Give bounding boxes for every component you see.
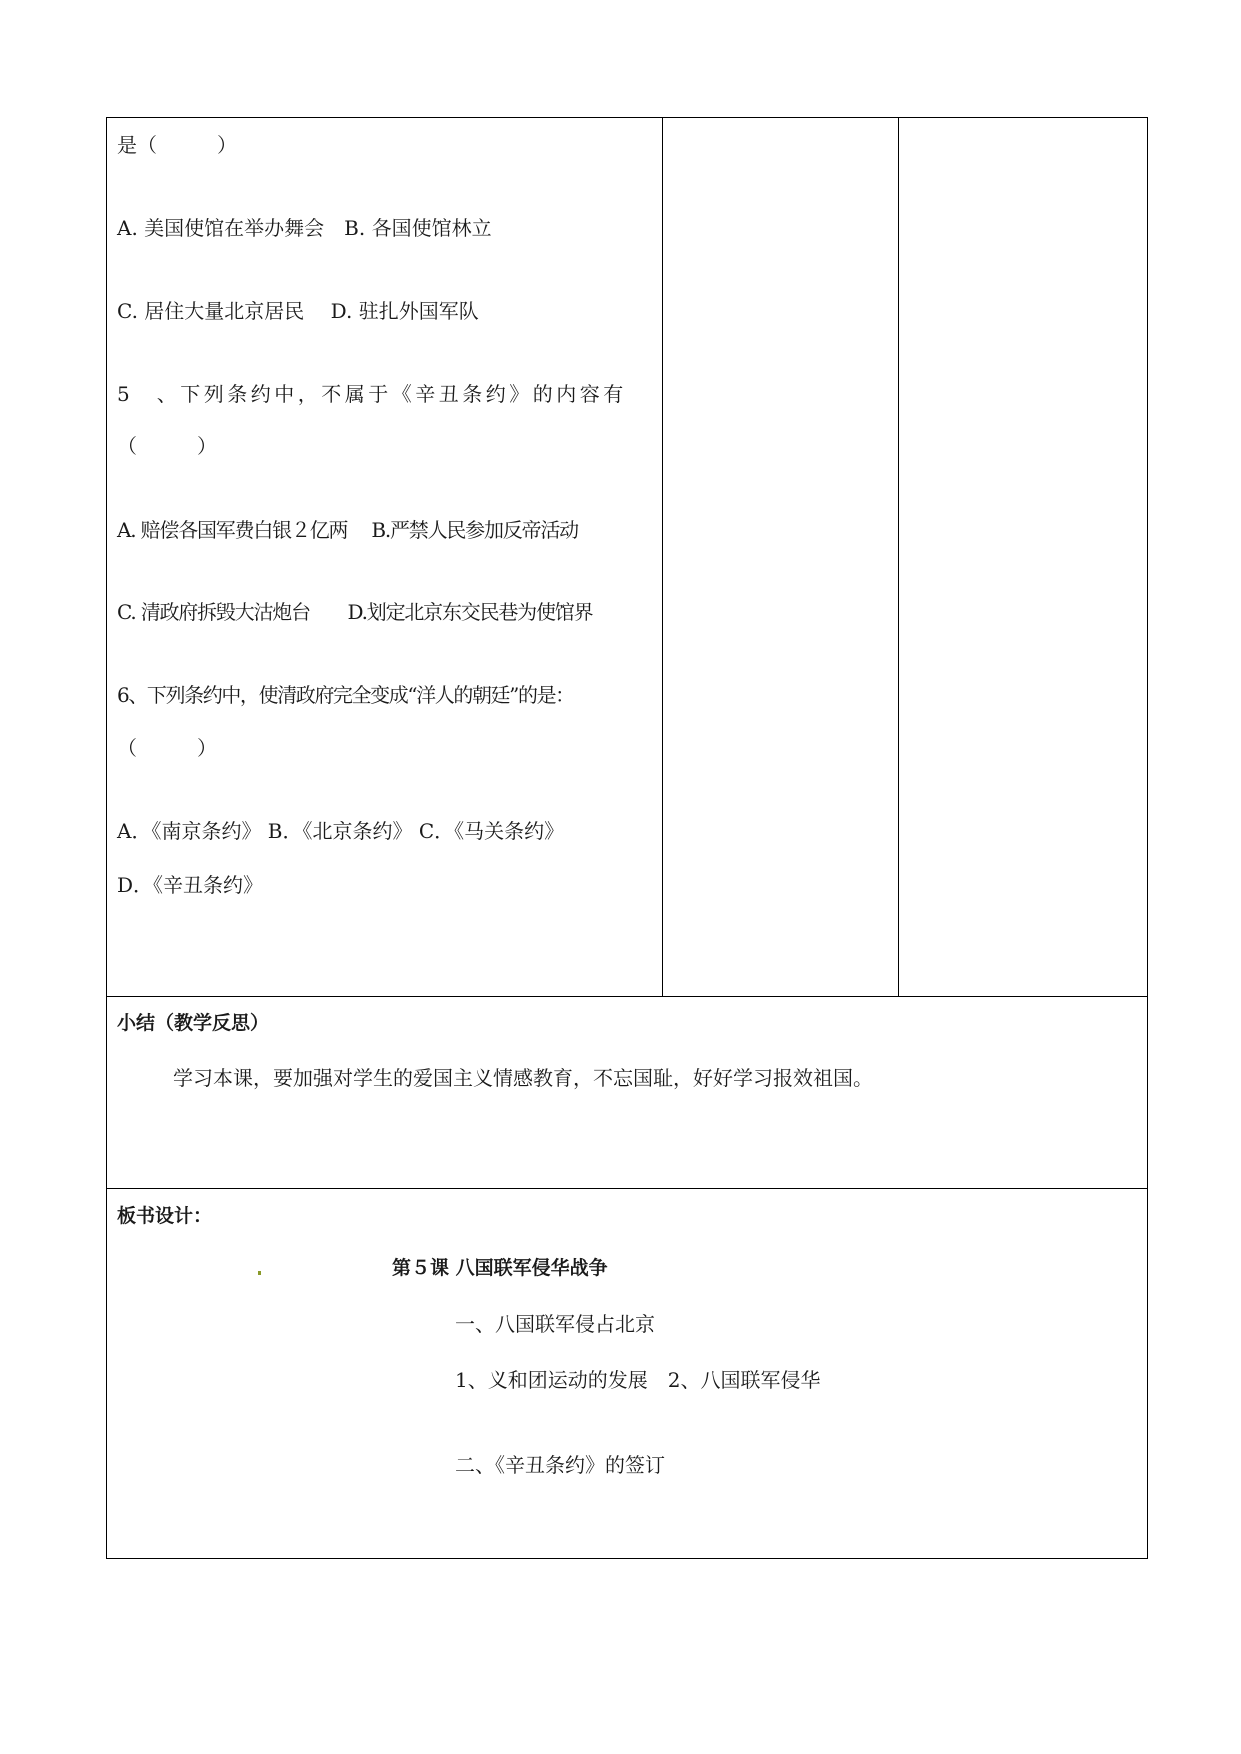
q5-stem: 5 、下列条约中，不属于《辛丑条约》的内容有 [117, 382, 627, 406]
table-column-divider-1 [662, 117, 663, 997]
q6-options-abc: A．《南京条约》 B．《北京条约》 C．《马关条约》 [117, 819, 565, 843]
board-item-1-sub: 1、义和团运动的发展 2、八国联军侵华 [455, 1368, 821, 1392]
table-border-left [106, 117, 107, 1559]
lesson-title: 第５课 八国联军侵华战争 [392, 1257, 608, 1279]
table-column-divider-2 [898, 117, 899, 997]
table-border-top [106, 117, 1148, 118]
q4-options-ab: A. 美国使馆在举办舞会 B. 各国使馆林立 [117, 216, 492, 240]
question-tail: 是（ ） [117, 133, 237, 157]
table-border-right [1147, 117, 1148, 1559]
q4-options-cd: C. 居住大量北京居民 D. 驻扎外国军队 [117, 299, 479, 323]
summary-heading: 小结（教学反思） [117, 1012, 270, 1034]
decorative-dot [258, 1271, 261, 1275]
q6-option-d: D．《辛丑条约》 [117, 873, 264, 897]
table-row-divider-1 [106, 996, 1148, 997]
board-item-1: 一、八国联军侵占北京 [455, 1312, 655, 1336]
board-heading: 板书设计： [117, 1205, 213, 1227]
q5-paren: （ ） [117, 434, 217, 458]
q6-paren: （ ） [117, 736, 217, 760]
board-item-2: 二、《辛丑条约》的签订 [455, 1453, 665, 1477]
summary-body: 学习本课，要加强对学生的爱国主义情感教育，不忘国耻，好好学习报效祖国。 [173, 1066, 873, 1090]
q5-options-ab: A. 赔偿各国军费白银２亿两 B.严禁人民参加反帝活动 [117, 518, 578, 542]
q5-options-cd: C. 清政府拆毁大沽炮台 D.划定北京东交民巷为使馆界 [117, 600, 593, 624]
q6-stem: 6、下列条约中，使清政府完全变成“洋人的朝廷”的是： [117, 683, 574, 707]
table-border-bottom [106, 1558, 1148, 1559]
table-row-divider-2 [106, 1188, 1148, 1189]
